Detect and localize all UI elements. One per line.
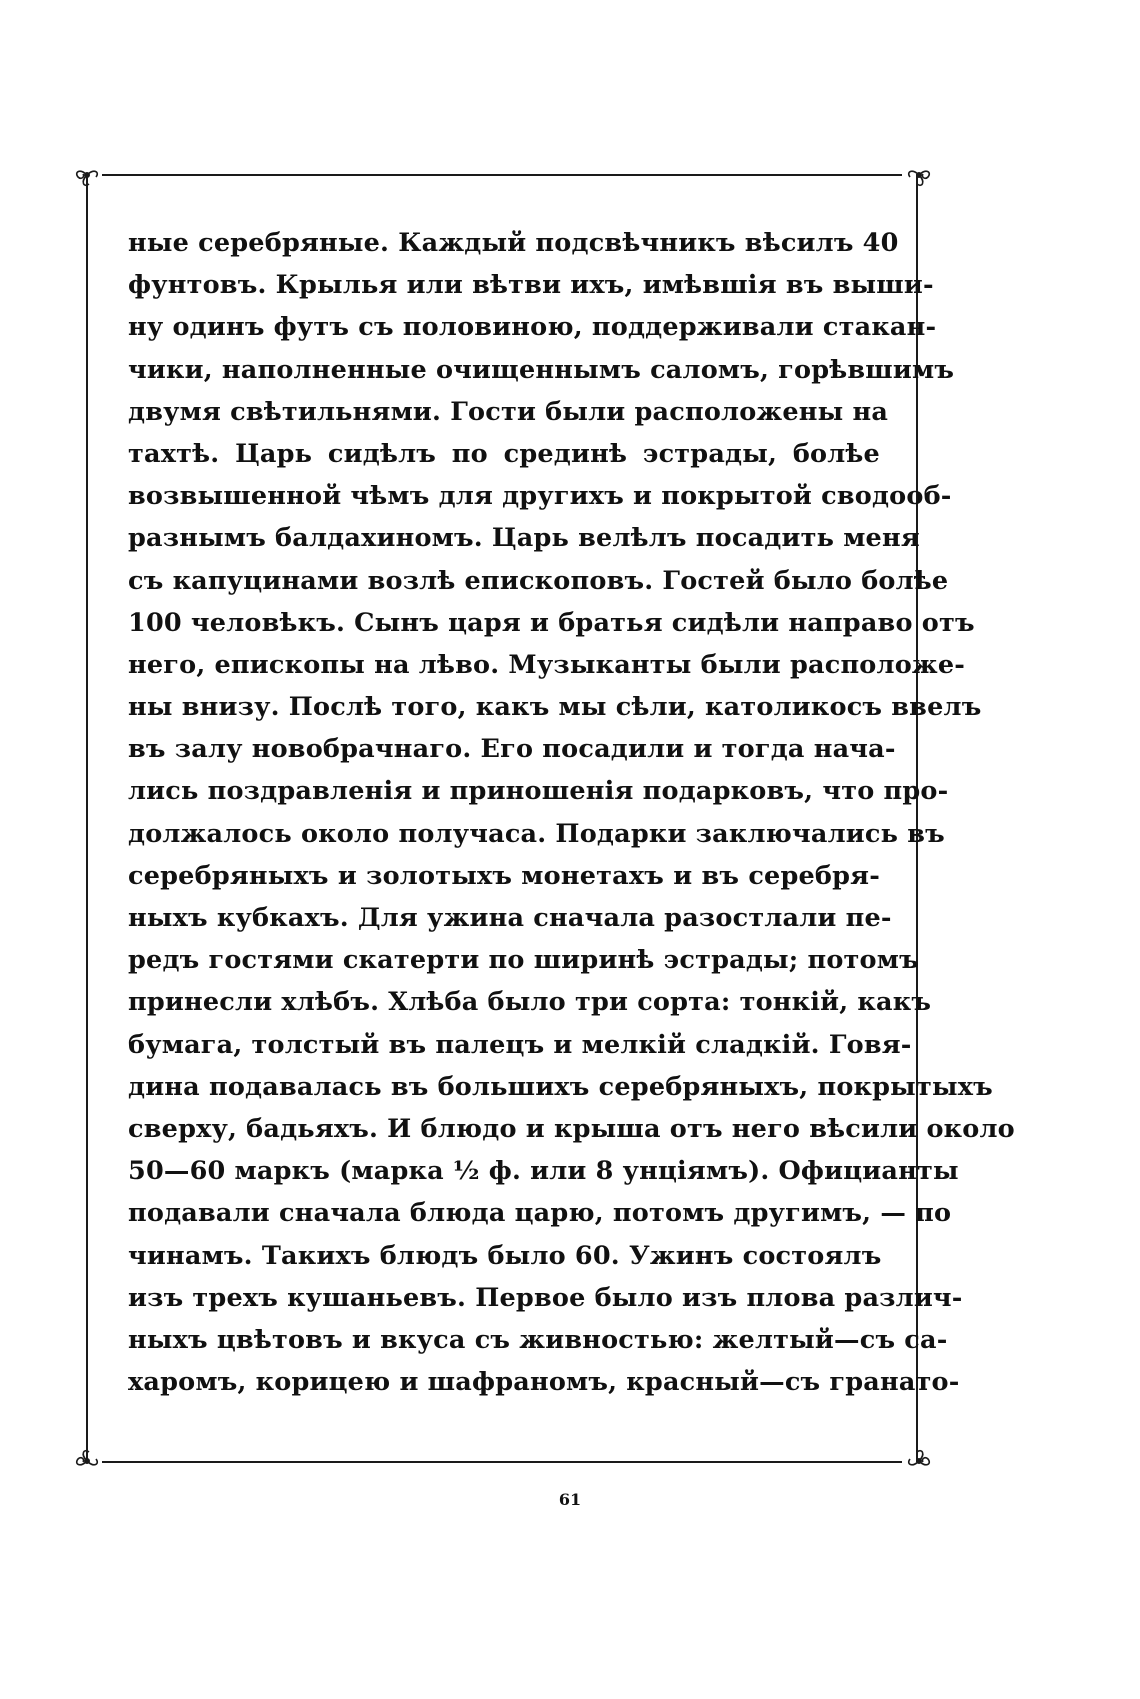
text-line: ну одинъ футъ съ половиною, поддерживали стакан-	[128, 312, 937, 343]
corner-ornament-icon	[70, 1444, 104, 1478]
text-line: ны внизу. Послѣ того, какъ мы сѣли, католикосъ ввелъ	[128, 692, 982, 723]
text-line: бумага, толстый въ палецъ и мелкій сладкій. Говя-	[128, 1029, 912, 1060]
page-number: 61	[558, 1490, 582, 1509]
text-line: чики, наполненные очищеннымъ саломъ, горѣвшимъ	[128, 354, 955, 385]
text-line: изъ трехъ кушаньевъ. Первое было изъ плова различ-	[128, 1282, 963, 1313]
text-line: него, епископы на лѣво. Музыканты были расположе-	[128, 649, 966, 680]
body-text	[128, 222, 1015, 1403]
text-line: разнымъ балдахиномъ. Царь велѣлъ посадить меня	[128, 523, 920, 554]
text-line: лись поздравленія и приношенія подарковъ, что про-	[128, 776, 949, 807]
corner-ornament-icon	[70, 158, 104, 192]
text-line: дина подавалась въ большихъ серебряныхъ, покрытыхъ	[128, 1071, 993, 1102]
text-line: редъ гостями скатерти по ширинѣ эстрады; потомъ	[128, 945, 919, 976]
text-line: съ капуцинами возлѣ епископовъ. Гостей было болѣе	[128, 565, 949, 596]
text-line: возвышенной чѣмъ для другихъ и покрытой сводооб-	[128, 481, 952, 512]
text-line: фунтовъ. Крылья или вѣтви ихъ, имѣвшія въ выши-	[128, 270, 934, 301]
text-line: ныхъ кубкахъ. Для ужина сначала разостлали пе-	[128, 903, 892, 933]
corner-ornament-icon	[902, 158, 936, 192]
text-line: тахтѣ. Царь сидѣлъ по срединѣ эстрады, болѣе	[128, 438, 880, 469]
text-line: ныхъ цвѣтовъ и вкуса съ живностью: желтый—съ са-	[128, 1324, 948, 1355]
text-line: двумя свѣтильнями. Гости были расположены на	[128, 396, 889, 427]
corner-ornament-icon	[902, 1444, 936, 1478]
text-line: серебряныхъ и золотыхъ монетахъ и въ серебря-	[128, 860, 880, 891]
text-line: въ залу новобрачнаго. Его посадили и тогда нача-	[128, 734, 896, 765]
text-line: 100 человѣкъ. Сынъ царя и братья сидѣли направо отъ	[128, 607, 975, 638]
text-line: ные серебряные. Каждый подсвѣчникъ вѣсилъ 40	[128, 228, 899, 258]
text-line: 50—60 маркъ (марка ½ ф. или 8 унціямъ). Официанты	[128, 1156, 959, 1187]
text-line: принесли хлѣбъ. Хлѣба было три сорта: тонкій, какъ	[128, 987, 932, 1018]
text-line: подавали сначала блюда царю, потомъ другимъ, — по	[128, 1198, 952, 1229]
text-line: чинамъ. Такихъ блюдъ было 60. Ужинъ состоялъ	[128, 1240, 882, 1271]
text-line: сверху, бадьяхъ. И блюдо и крыша отъ него вѣсили около	[128, 1113, 1015, 1144]
text-line: должалось около получаса. Подарки заключались въ	[128, 818, 945, 849]
text-line: харомъ, корицею и шафраномъ, красный—съ гранато-	[128, 1367, 960, 1398]
